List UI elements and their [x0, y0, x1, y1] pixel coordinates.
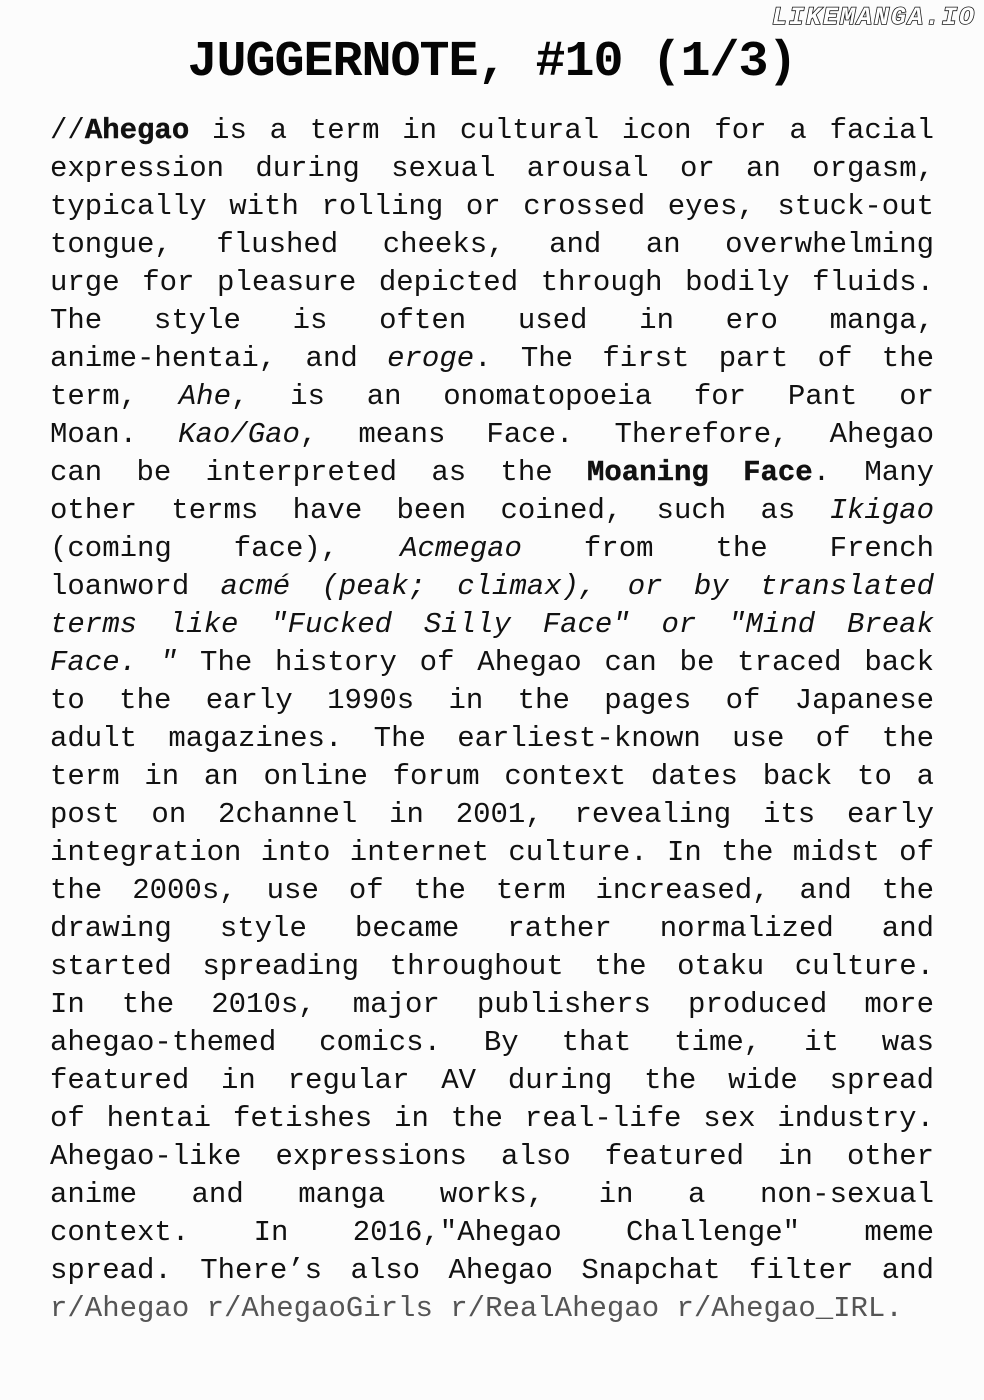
plain-text: term in an online forum context dates back to a: [50, 760, 934, 793]
plain-text: of hentai fetishes in the real-life sex industry.: [50, 1102, 934, 1135]
plain-text: integration into internet culture. In the midst of: [50, 836, 934, 869]
plain-text: , means Face. Therefore, Ahegao: [299, 418, 934, 451]
plain-text: context. In 2016,"Ahegao Challenge" meme: [50, 1216, 934, 1249]
text-line: [50, 1176, 934, 1214]
text-line: [50, 302, 934, 340]
text-line: [50, 948, 934, 986]
text-line: [50, 1100, 934, 1138]
plain-text: can be interpreted as the: [50, 456, 587, 489]
plain-text: The history of Ahegao can be traced back: [177, 646, 934, 679]
text-line: [50, 378, 934, 416]
italic-text: Acmegao: [400, 532, 522, 565]
plain-text: Moan.: [50, 418, 179, 451]
text-line: [50, 758, 934, 796]
plain-text: spread. There’s also Ahegao Snapchat filter and: [50, 1254, 934, 1287]
text-line: [50, 1062, 934, 1100]
italic-text: acmé (peak; climax), or by translated: [220, 570, 934, 603]
text-line: [50, 150, 934, 188]
plain-text: (coming face),: [50, 532, 401, 565]
plain-text: term,: [50, 380, 179, 413]
italic-text: Ikigao: [829, 494, 934, 527]
plain-text: urge for pleasure depicted through bodily fluids.: [50, 266, 934, 299]
text-line: [50, 454, 934, 492]
plain-text: //: [50, 114, 85, 147]
plain-text: typically with rolling or crossed eyes, stuck-out: [50, 190, 934, 223]
text-line: [50, 416, 934, 454]
text-line: [50, 530, 934, 568]
text-line: [50, 568, 934, 606]
text-line: [50, 340, 934, 378]
plain-text: expression during sexual arousal or an orgasm,: [50, 152, 934, 185]
page-title: JUGGERNOTE, #10 (1/3): [187, 34, 797, 91]
text-line: [50, 492, 934, 530]
plain-text: drawing style became rather normalized and: [50, 912, 934, 945]
text-line: [50, 682, 934, 720]
text-line: [50, 1214, 934, 1252]
text-line: [50, 112, 934, 150]
plain-text: post on 2channel in 2001, revealing its early: [50, 798, 934, 831]
plain-text: anime and manga works, in a non-sexual: [50, 1178, 934, 1211]
plain-text: . Many: [812, 456, 934, 489]
text-line: [50, 264, 934, 302]
plain-text: started spreading throughout the otaku culture.: [50, 950, 934, 983]
plain-text: Ahegao-like expressions also featured in other: [50, 1140, 934, 1173]
text-line: [50, 606, 934, 644]
text-line: [50, 872, 934, 910]
plain-text: tongue, flushed cheeks, and an overwhelming: [50, 228, 934, 261]
plain-text: anime-hentai, and: [50, 342, 388, 375]
plain-text: . The first part of the: [474, 342, 934, 375]
plain-text: other terms have been coined, such as: [50, 494, 830, 527]
text-line: [50, 796, 934, 834]
text-line: [50, 1252, 934, 1290]
text-line: [50, 1138, 934, 1176]
plain-text: , is an onomatopoeia for Pant or: [231, 380, 935, 413]
text-line: [50, 188, 934, 226]
italic-text: terms like "Fucked Silly Face" or "Mind Break: [50, 608, 934, 641]
plain-text: The style is often used in ero manga,: [50, 304, 934, 337]
plain-text: to the early 1990s in the pages of Japanese: [50, 684, 934, 717]
plain-text: In the 2010s, major publishers produced more: [50, 988, 934, 1021]
subreddit-line: r/Ahegao r/AhegaoGirls r/RealAhegao r/Ahegao_IRL.: [50, 1292, 903, 1325]
plain-text: ahegao-themed comics. By that time, it was: [50, 1026, 934, 1059]
text-line: [50, 644, 934, 682]
body-text: [50, 112, 934, 1290]
text-line: [50, 834, 934, 872]
plain-text: featured in regular AV during the wide spread: [50, 1064, 934, 1097]
plain-text: is a term in cultural icon for a facial: [189, 114, 934, 147]
text-line: [50, 226, 934, 264]
italic-text: Kao/Gao: [178, 418, 300, 451]
plain-text: from the French: [521, 532, 935, 565]
plain-text: loanword: [50, 570, 221, 603]
italic-text: Ahe: [178, 380, 231, 413]
plain-text: adult magazines. The earliest-known use of the: [50, 722, 934, 755]
text-line: [50, 720, 934, 758]
italic-text: eroge: [387, 342, 475, 375]
site-watermark: LIKEMANGA.IO: [771, 3, 976, 32]
text-line: [50, 1024, 934, 1062]
plain-text: the 2000s, use of the term increased, and the: [50, 874, 934, 907]
bold-text: Ahegao: [84, 114, 190, 147]
bold-text: Moaning Face: [586, 456, 813, 489]
text-line: [50, 910, 934, 948]
italic-text: Face. ": [50, 646, 178, 679]
text-line: [50, 986, 934, 1024]
